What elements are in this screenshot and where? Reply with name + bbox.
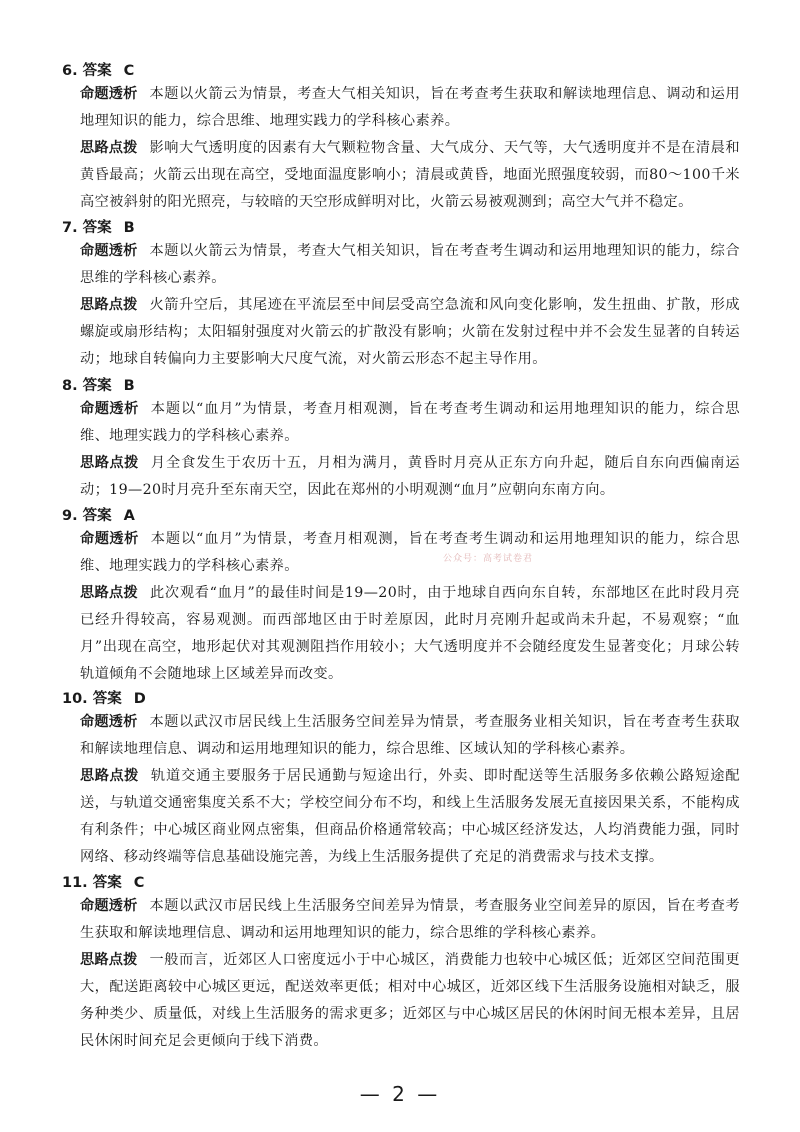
analysis-text: 本题以武汉市居民线上生活服务空间差异为情景，考查服务业相关知识，旨在考查考生获取和解读地理信息、调动和运用地理知识的能力，综合思维、区域认知的学科核心素养。	[80, 714, 740, 757]
analysis-label: 命题透析	[80, 898, 138, 914]
answer-head: 11. 答案	[62, 875, 122, 891]
hint-label: 思路点拨	[80, 585, 139, 601]
question-7	[62, 218, 742, 373]
answer-head: 9. 答案	[62, 508, 112, 524]
analysis-paragraph	[80, 238, 740, 292]
answer-head: 7. 答案	[62, 220, 112, 236]
hint-text: 一般而言，近郊区人口密度远小于中心城区，消费能力也较中心城区低；近郊区空间范围更大，配送距离较中心城区更远，配送效率更低；相对中心城区，近郊区线下生活服务设施相对缺乏，服务种类少、质量低，对线上生活服务的需求更多；近郊区与中心城区居民的休闲时间无根本差异，且居民休闲时间充足会更倾向于线下消费。	[80, 952, 740, 1049]
hint-text: 影响大气透明度的因素有大气颗粒物含量、大气成分、天气等，大气透明度并不是在清晨和黄昏最高；火箭云出现在高空，受地面温度影响小；清晨或黄昏，地面光照强度较弱，而80～100千米高空被斜射的阳光照亮，与较暗的天空形成鲜明对比，火箭云易被观测到；高空大气并不稳定。	[80, 140, 740, 210]
answer-letter: C	[133, 875, 145, 891]
analysis-label: 命题透析	[80, 401, 139, 417]
analysis-label: 命题透析	[80, 714, 138, 730]
answer-letter: B	[123, 220, 135, 236]
watermark-text: 公众号：高考试卷君	[443, 554, 534, 564]
question-9	[62, 506, 742, 688]
hint-paragraph	[80, 580, 740, 688]
question-8	[62, 376, 742, 504]
hint-paragraph	[80, 135, 740, 216]
question-6	[62, 61, 742, 216]
question-11	[62, 873, 742, 1055]
analysis-paragraph	[80, 709, 740, 763]
answer-letter: A	[123, 508, 135, 524]
hint-label: 思路点拨	[80, 140, 138, 156]
answer-head: 10. 答案	[62, 691, 122, 707]
hint-paragraph	[80, 450, 740, 504]
answer-letter: D	[133, 691, 146, 707]
hint-paragraph	[80, 763, 740, 871]
answer-letter: B	[123, 378, 135, 394]
answer-line	[62, 689, 742, 709]
hint-label: 思路点拨	[80, 455, 139, 471]
analysis-text: 本题以“血月”为情景，考查月相观测，旨在考查考生调动和运用地理知识的能力，综合思维、地理实践力的学科核心素养。	[80, 531, 740, 574]
hint-paragraph	[80, 292, 740, 373]
hint-text: 月全食发生于农历十五，月相为满月，黄昏时月亮从正东方向升起，随后自东向西偏南运动；19—20时月亮升至东南天空，因此在郑州的小明观测“血月”应朝向东南方向。	[80, 455, 740, 498]
answer-line	[62, 61, 742, 81]
question-10	[62, 689, 742, 871]
answer-line	[62, 873, 742, 893]
answer-line	[62, 376, 742, 396]
analysis-paragraph	[80, 526, 740, 580]
hint-label: 思路点拨	[80, 952, 138, 968]
analysis-paragraph	[80, 81, 740, 135]
analysis-label: 命题透析	[80, 86, 138, 102]
answer-head: 8. 答案	[62, 378, 112, 394]
hint-text: 轨道交通主要服务于居民通勤与短途出行，外卖、即时配送等生活服务多依赖公路短途配送，与轨道交通密集度关系不大；学校空间分布不均，和线上生活服务发展无直接因果关系，不能构成有利条件；中心城区商业网点密集，但商品价格通常较高；中心城区经济发达，人均消费能力强，同时网络、移动终端等信息基础设施完善，为线上生活服务提供了充足的消费需求与技术支撑。	[80, 768, 740, 865]
answer-line	[62, 506, 742, 526]
answer-line	[62, 218, 742, 238]
answer-letter: C	[123, 63, 135, 79]
hint-paragraph	[80, 947, 740, 1055]
analysis-label: 命题透析	[80, 531, 139, 547]
page-number: — 2 —	[359, 1082, 441, 1106]
analysis-label: 命题透析	[80, 243, 138, 259]
hint-label: 思路点拨	[80, 768, 139, 784]
analysis-text: 本题以火箭云为情景，考查大气相关知识，旨在考查考生调动和运用地理知识的能力，综合思维的学科核心素养。	[80, 243, 740, 286]
hint-label: 思路点拨	[80, 297, 138, 313]
analysis-paragraph	[80, 893, 740, 947]
analysis-text: 本题以火箭云为情景，考查大气相关知识，旨在考查考生获取和解读地理信息、调动和运用地理知识的能力，综合思维、地理实践力的学科核心素养。	[80, 86, 740, 129]
analysis-paragraph	[80, 396, 740, 450]
answer-head: 6. 答案	[62, 63, 112, 79]
analysis-text: 本题以“血月”为情景，考查月相观测，旨在考查考生调动和运用地理知识的能力，综合思维、地理实践力的学科核心素养。	[80, 401, 740, 444]
hint-text: 火箭升空后，其尾迹在平流层至中间层受高空急流和风向变化影响，发生扭曲、扩散，形成螺旋或扇形结构；太阳辐射强度对火箭云的扩散没有影响；火箭在发射过程中并不会发生显著的自转运动；地球自转偏向力主要影响大尺度气流，对火箭云形态不起主导作用。	[80, 297, 740, 367]
hint-text: 此次观看“血月”的最佳时间是19—20时，由于地球自西向东自转，东部地区在此时段月亮已经升得较高，容易观测。而西部地区由于时差原因，此时月亮刚升起或尚未升起，不易观察；“血月”出现在高空，地形起伏对其观测阻挡作用较小；大气透明度并不会随经度发生显著变化；月球公转轨道倾角不会随地球上区域差异而改变。	[80, 585, 740, 682]
analysis-text: 本题以武汉市居民线上生活服务空间差异为情景，考查服务业空间差异的原因，旨在考查考生获取和解读地理信息、调动和运用地理知识的能力，综合思维的学科核心素养。	[80, 898, 740, 941]
